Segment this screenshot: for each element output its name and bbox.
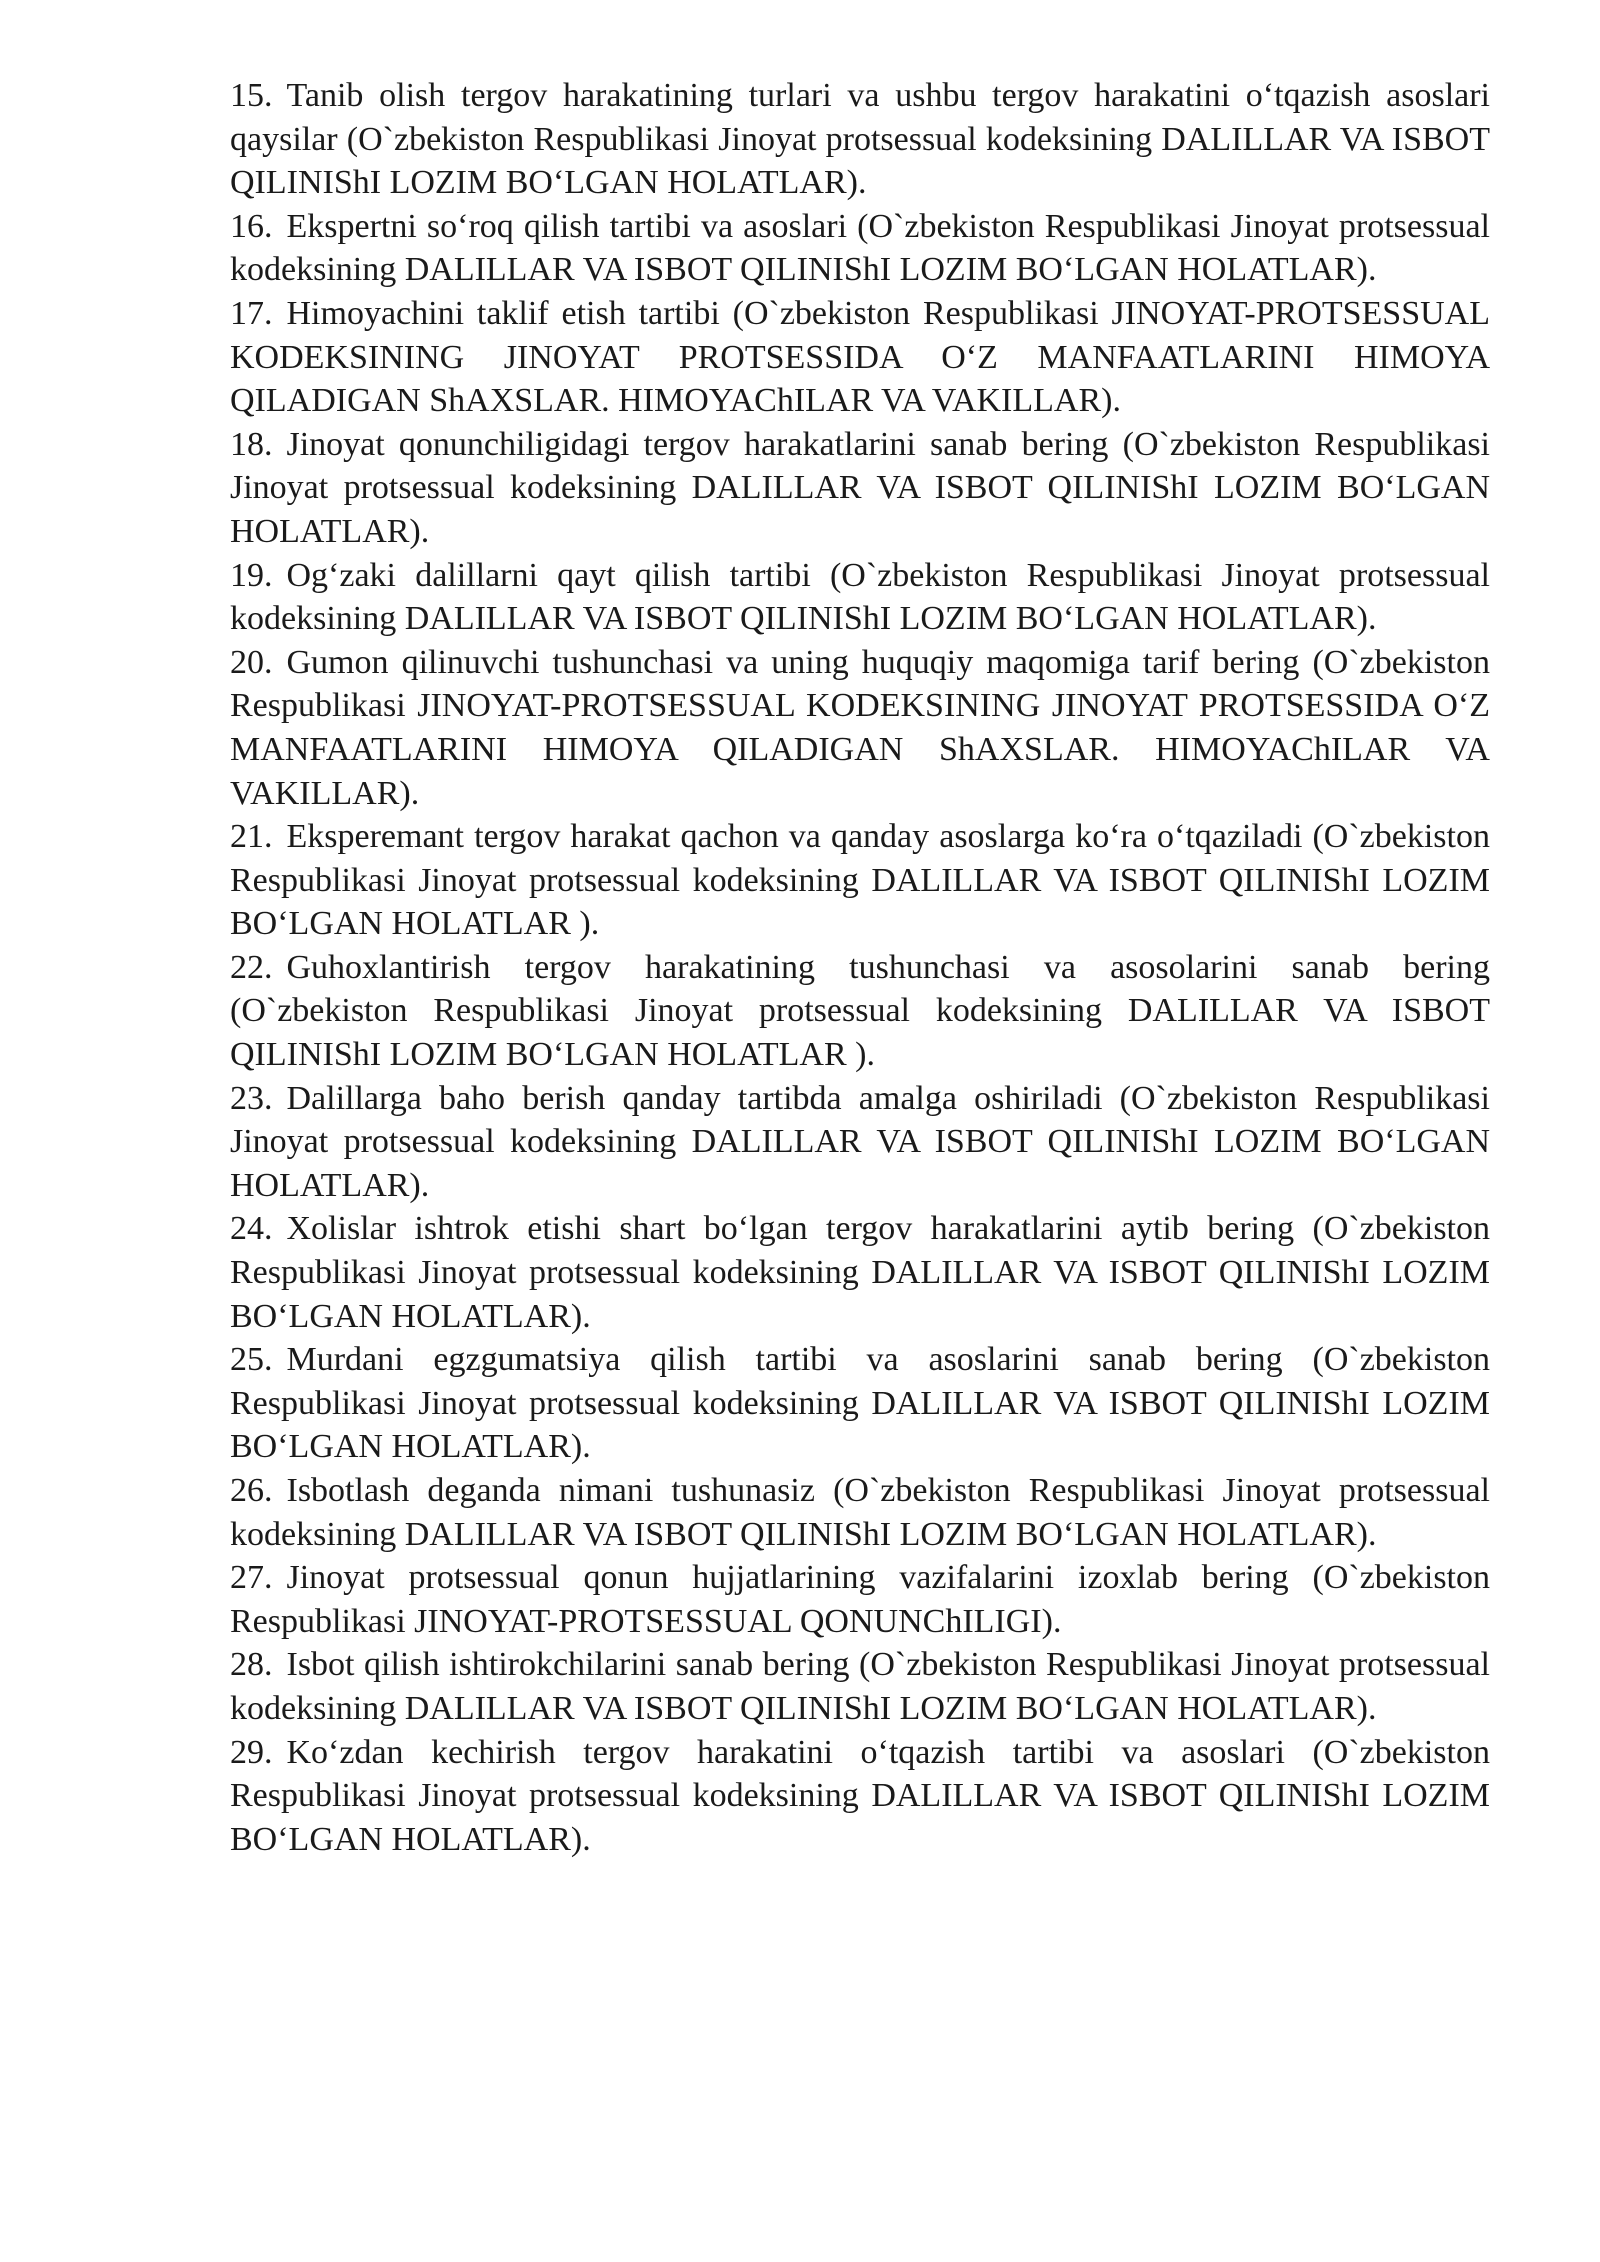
question-item-24 [230, 1207, 1490, 1338]
question-item-23 [230, 1077, 1490, 1208]
question-number: 21. [230, 818, 273, 856]
question-number: 18. [230, 425, 273, 463]
question-item-27 [230, 1556, 1490, 1643]
question-item-21 [230, 815, 1490, 946]
question-item-29 [230, 1731, 1490, 1862]
question-item-22 [230, 946, 1490, 1077]
question-text: Gumon qilinuvchi tushunchasi va uning huquqiy maqomiga tarif bering (O`zbekiston Respublikasi JINOYAT-PROTSESSUAL KODEKSINING JINOYAT PROTSESSIDA O‘Z MANFAATLARINI HIMOYA QILADIGAN ShAXSLAR. HIMOYAChILAR VA VAKILLAR). [230, 643, 1490, 812]
question-number: 15. [230, 77, 273, 114]
question-text: Og‘zaki dalillarni qayt qilish tartibi (O`zbekiston Respublikasi Jinoyat protsessual kodeksining DALILLAR VA ISBOT QILINIShI LOZIM BO‘LGAN HOLATLAR). [230, 556, 1490, 638]
question-number: 28. [230, 1646, 273, 1684]
question-item-17 [230, 292, 1490, 423]
question-item-18 [230, 423, 1490, 554]
question-number: 24. [230, 1210, 273, 1248]
question-text: Jinoyat qonunchiligidagi tergov harakatlarini sanab bering (O`zbekiston Respublikasi Jinoyat protsessual kodeksining DALILLAR VA ISBOT QILINIShI LOZIM BO‘LGAN HOLATLAR). [230, 425, 1490, 550]
document-page [230, 74, 1490, 1861]
question-text: Ko‘zdan kechirish tergov harakatini o‘tqazish tartibi va asoslari (O`zbekiston Respublikasi Jinoyat protsessual kodeksining DALILLAR VA ISBOT QILINIShI LOZIM BO‘LGAN HOLATLAR). [230, 1733, 1490, 1858]
question-item-25 [230, 1338, 1490, 1469]
question-text: Ekspertni so‘roq qilish tartibi va asoslari (O`zbekiston Respublikasi Jinoyat protsessual kodeksining DALILLAR VA ISBOT QILINIShI LOZIM BO‘LGAN HOLATLAR). [230, 207, 1490, 289]
question-item-16 [230, 205, 1490, 292]
question-item-15 [230, 74, 1490, 205]
question-item-20 [230, 641, 1490, 815]
question-text: Guhoxlantirish tergov harakatining tushunchasi va asosolarini sanab bering (O`zbekiston Respublikasi Jinoyat protsessual kodeksining DALILLAR VA ISBOT QILINIShI LOZIM BO‘LGAN HOLATLAR ). [230, 948, 1490, 1074]
question-text: Xolislar ishtrok etishi shart bo‘lgan tergov harakatlarini aytib bering (O`zbekiston Respublikasi Jinoyat protsessual kodeksining DALILLAR VA ISBOT QILINIShI LOZIM BO‘LGAN HOLATLAR). [230, 1210, 1490, 1335]
question-number: 20. [230, 643, 273, 681]
question-number: 22. [230, 948, 273, 986]
question-text: Isbotlash deganda nimani tushunasiz (O`zbekiston Respublikasi Jinoyat protsessual kodeksining DALILLAR VA ISBOT QILINIShI LOZIM BO‘LGAN HOLATLAR). [230, 1472, 1490, 1553]
question-text: Eksperemant tergov harakat qachon va qanday asoslarga ko‘ra o‘tqaziladi (O`zbekiston Respublikasi Jinoyat protsessual kodeksining DALILLAR VA ISBOT QILINIShI LOZIM BO‘LGAN HOLATLAR ). [230, 818, 1490, 943]
question-text: Murdani egzgumatsiya qilish tartibi va asoslarini sanab bering (O`zbekiston Respublikasi Jinoyat protsessual kodeksining DALILLAR VA ISBOT QILINIShI LOZIM BO‘LGAN HOLATLAR). [230, 1341, 1490, 1466]
question-number: 26. [230, 1472, 273, 1509]
question-number: 25. [230, 1341, 273, 1379]
question-number: 17. [230, 294, 273, 332]
question-number: 16. [230, 207, 273, 245]
question-number: 19. [230, 556, 273, 594]
question-text: Tanib olish tergov harakatining turlari va ushbu tergov harakatini o‘tqazish asoslari qaysilar (O`zbekiston Respublikasi Jinoyat protsessual kodeksining DALILLAR VA ISBOT QILINIShI LOZIM BO‘LGAN HOLATLAR). [230, 77, 1490, 202]
question-number: 27. [230, 1559, 273, 1597]
question-number: 29. [230, 1733, 273, 1771]
question-item-26 [230, 1469, 1490, 1556]
question-text: Jinoyat protsessual qonun hujjatlarining vazifalarini izoxlab bering (O`zbekiston Respublikasi JINOYAT-PROTSESSUAL QONUNChILIGI). [230, 1559, 1490, 1640]
question-item-19 [230, 554, 1490, 641]
question-text: Isbot qilish ishtirokchilarini sanab bering (O`zbekiston Respublikasi Jinoyat protsessual kodeksining DALILLAR VA ISBOT QILINIShI LOZIM BO‘LGAN HOLATLAR). [230, 1646, 1490, 1727]
question-text: Dalillarga baho berish qanday tartibda amalga oshiriladi (O`zbekiston Respublikasi Jinoyat protsessual kodeksining DALILLAR VA ISBOT QILINIShI LOZIM BO‘LGAN HOLATLAR). [230, 1079, 1490, 1204]
question-text: Himoyachini taklif etish tartibi (O`zbekiston Respublikasi JINOYAT-PROTSESSUAL KODEKSINING JINOYAT PROTSESSIDA O‘Z MANFAATLARINI HIMOYA QILADIGAN ShAXSLAR. HIMOYAChILAR VA VAKILLAR). [230, 294, 1490, 420]
question-item-28 [230, 1643, 1490, 1730]
question-number: 23. [230, 1079, 273, 1117]
